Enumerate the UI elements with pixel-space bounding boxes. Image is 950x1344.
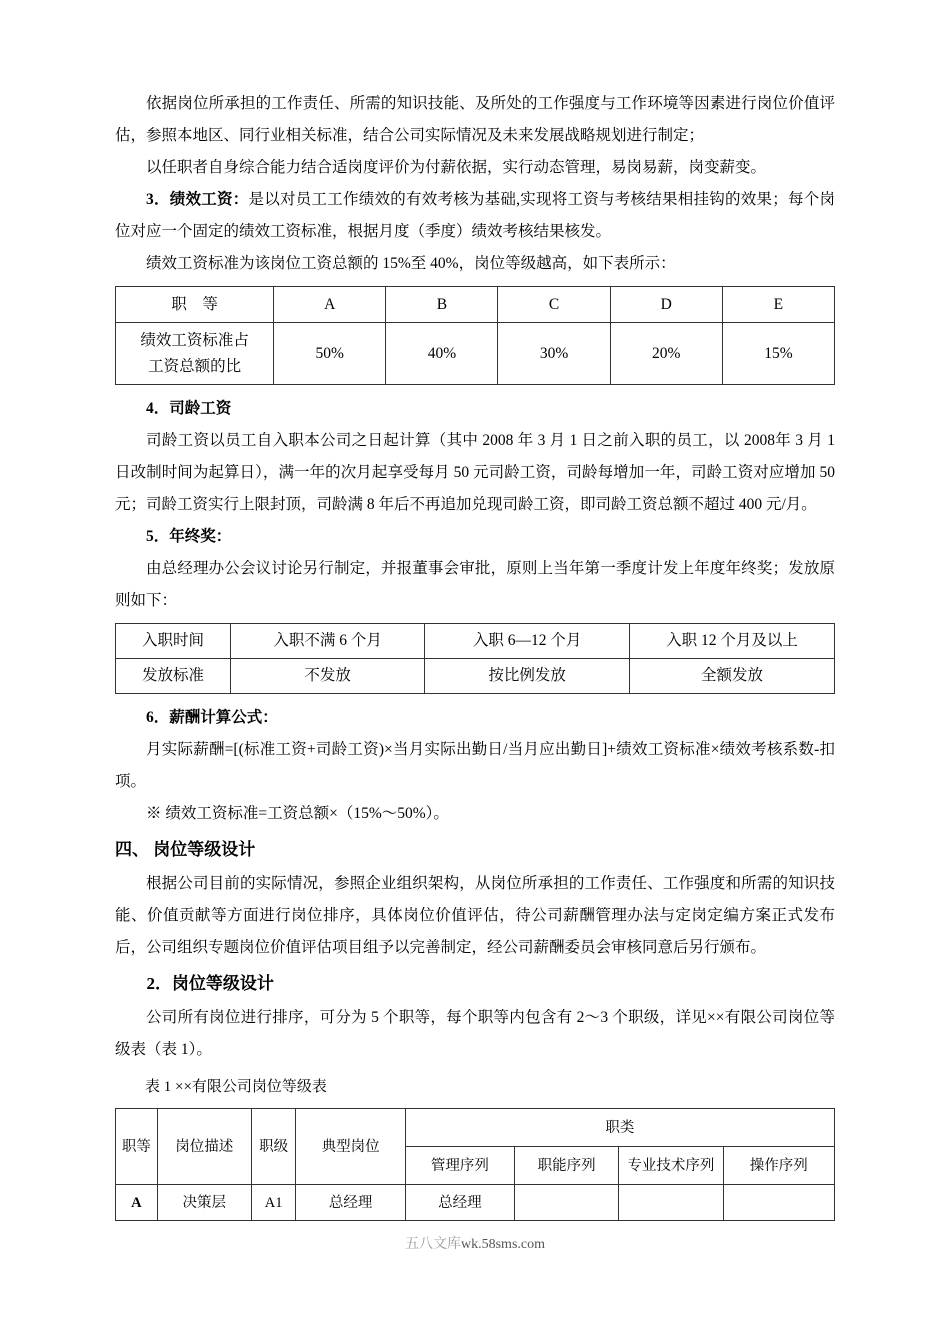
grade-table-header-row-1 <box>116 1109 835 1147</box>
tech-value-cell <box>619 1185 723 1221</box>
bonus-standard-2-cell: 按比例发放 <box>425 659 630 694</box>
desc-value-cell: 决策层 <box>157 1185 251 1221</box>
bonus-time-3-cell: 入职 12 个月及以上 <box>630 624 835 659</box>
ratio-d-cell: 20% <box>610 323 722 385</box>
ratio-c-cell: 30% <box>498 323 610 385</box>
position-grade-table <box>115 1108 835 1221</box>
grade-label-cell: 职 等 <box>116 287 274 323</box>
intro-paragraph-1: 依据岗位所承担的工作责任、所需的知识技能、及所处的工作强度与工作环境等因素进行岗位价值评估，参照本地区、同行业相关标准，结合公司实际情况及未来发展战略规划进行制定； <box>115 95 835 144</box>
operation-series-header-cell: 操作序列 <box>723 1147 835 1185</box>
watermark-footer <box>115 1231 835 1259</box>
seniority-pay-paragraph: 司龄工资以员工自入职本公司之日起计算（其中 2008 年 3 月 1 日之前入职的员工，以 2008年 3 月 1 日改制时间为起算日），满一年的次月起享受每月 50 元司龄工资，司龄每增加一年，司龄工资对应增加 50 元；司龄工资实行上限封顶，司龄满 8 年后不再追加兑现司龄工资，即司龄工资总额不超过 400 元/月。 <box>115 432 835 513</box>
seniority-pay-heading: 4．司龄工资 <box>146 400 232 417</box>
ratio-e-cell: 15% <box>722 323 834 385</box>
annual-bonus-table <box>115 623 835 694</box>
watermark-site-name: 五八文库 <box>405 1237 461 1252</box>
level-value-cell: A1 <box>251 1185 296 1221</box>
bonus-standard-3-cell: 全额发放 <box>630 659 835 694</box>
grade-a-cell: A <box>274 287 386 323</box>
grade-b-cell: B <box>386 287 498 323</box>
annual-bonus-heading: 5．年终奖： <box>146 528 232 545</box>
bonus-time-1-cell: 入职不满 6 个月 <box>231 624 425 659</box>
mgmt-value-cell: 总经理 <box>405 1185 514 1221</box>
grade-design-paragraph: 公司所有岗位进行排序，可分为 5 个职等，每个职等内包含有 2～3 个职级，详见××有限公司岗位等级表（表 1）。 <box>115 1009 835 1058</box>
bonus-time-label-cell: 入职时间 <box>116 624 231 659</box>
grade-e-cell: E <box>722 287 834 323</box>
ratio-a-cell: 50% <box>274 323 386 385</box>
performance-pay-note: 绩效工资标准为该岗位工资总额的 15%至 40%，岗位等级越高，如下表所示： <box>146 255 676 272</box>
grade-design-heading: 2．岗位等级设计 <box>146 974 274 993</box>
grade-c-cell: C <box>498 287 610 323</box>
grade-col-header-cell: 职等 <box>116 1109 158 1185</box>
level-col-header-cell: 职级 <box>251 1109 296 1185</box>
table-value-row <box>116 323 835 385</box>
function-value-cell <box>515 1185 619 1221</box>
function-series-header-cell: 职能序列 <box>515 1147 619 1185</box>
annual-bonus-paragraph: 由总经理办公会议讨论另行制定，并报董事会审批，原则上当年第一季度计发上年度年终奖；发放原则如下： <box>115 560 835 609</box>
grade-table-row-a <box>116 1185 835 1221</box>
watermark-site-url: wk.58sms.com <box>461 1237 545 1252</box>
tech-series-header-cell: 专业技术序列 <box>619 1147 723 1185</box>
grade-d-cell: D <box>610 287 722 323</box>
salary-formula-heading: 6．薪酬计算公式： <box>146 709 278 726</box>
intro-paragraph-2: 以任职者自身综合能力结合适岗度评价为付薪依据，实行动态管理，易岗易薪，岗变薪变。 <box>146 159 767 176</box>
bonus-standard-1-cell: 不发放 <box>231 659 425 694</box>
mgmt-series-header-cell: 管理序列 <box>405 1147 514 1185</box>
table-header-row <box>116 287 835 323</box>
grade-a-value-cell: A <box>116 1185 158 1221</box>
section-4-heading: 四、 岗位等级设计 <box>115 840 256 859</box>
salary-formula-note: ※ 绩效工资标准=工资总额×（15%～50%）。 <box>146 805 449 822</box>
desc-col-header-cell: 岗位描述 <box>157 1109 251 1185</box>
category-col-header-cell: 职类 <box>405 1109 834 1147</box>
operation-value-cell <box>723 1185 835 1221</box>
typical-col-header-cell: 典型岗位 <box>296 1109 405 1185</box>
bonus-header-row <box>116 624 835 659</box>
salary-formula-paragraph: 月实际薪酬=[(标准工资+司龄工资)×当月实际出勤日/当月应出勤日]+绩效工资标准×绩效考核系数-扣项。 <box>115 741 835 790</box>
performance-pay-body: 是以对员工工作绩效的有效考核为基础,实现将工资与考核结果相挂钩的效果；每个岗位对应一个固定的绩效工资标准，根据月度（季度）绩效考核结果核发。 <box>115 191 835 240</box>
performance-pay-table <box>115 286 835 385</box>
bonus-time-2-cell: 入职 6—12 个月 <box>425 624 630 659</box>
ratio-label-cell: 绩效工资标准占工资总额的比 <box>116 323 274 385</box>
bonus-standard-row <box>116 659 835 694</box>
typical-value-cell: 总经理 <box>296 1185 405 1221</box>
table-1-caption: 表 1 ××有限公司岗位等级表 <box>145 1079 327 1095</box>
ratio-b-cell: 40% <box>386 323 498 385</box>
performance-pay-heading: 3．绩效工资： <box>146 191 249 208</box>
bonus-standard-label-cell: 发放标准 <box>116 659 231 694</box>
performance-pay-paragraph <box>115 184 835 248</box>
section-4-paragraph: 根据公司目前的实际情况，参照企业组织架构，从岗位所承担的工作责任、工作强度和所需的知识技能、价值贡献等方面进行岗位排序，具体岗位价值评估，待公司薪酬管理办法与定岗定编方案正式发布后，公司组织专题岗位价值评估项目组予以完善制定，经公司薪酬委员会审核同意后另行颁布。 <box>115 875 835 956</box>
